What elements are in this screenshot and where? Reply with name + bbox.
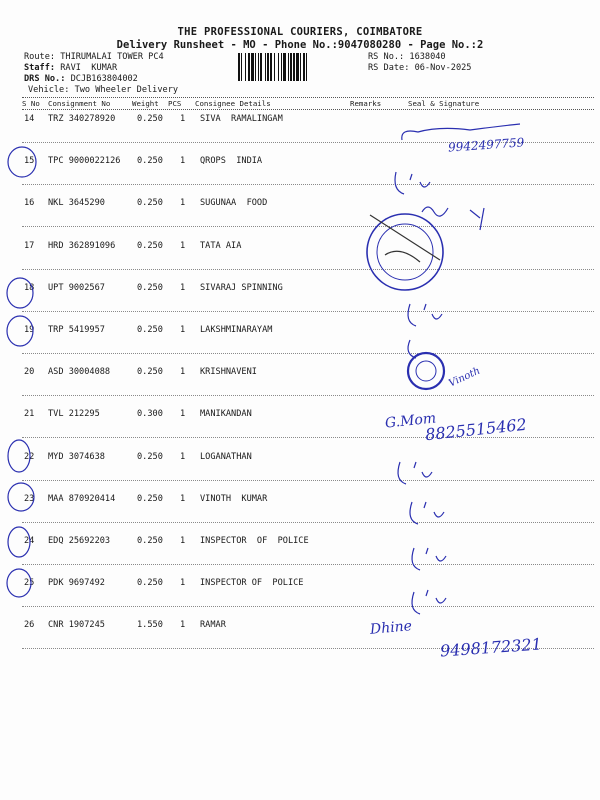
row-sno: 16 bbox=[24, 198, 35, 209]
row-consignment-no: CNR 1907245 bbox=[48, 620, 105, 631]
circle-mark-22 bbox=[8, 440, 30, 472]
circle-mark-23 bbox=[8, 483, 34, 511]
rs-date: RS Date: 06-Nov-2025 bbox=[368, 63, 472, 73]
row-sno: 14 bbox=[24, 114, 35, 124]
row-weight: 1.550 bbox=[137, 620, 163, 631]
row-consignment-no: ASD 30004088 bbox=[48, 367, 111, 378]
row-weight: 0.250 bbox=[137, 114, 163, 124]
row-consignment-no: NKL 3645290 bbox=[48, 198, 105, 209]
staff-label: Staff: bbox=[24, 63, 56, 73]
col-remarks: Remarks bbox=[350, 99, 382, 108]
col-pcs: PCS bbox=[168, 99, 182, 108]
row-weight: 0.250 bbox=[137, 493, 163, 504]
row-consignee: INSPECTOR OF POLICE bbox=[200, 578, 304, 589]
row-weight: 0.250 bbox=[137, 282, 163, 293]
row-weight: 0.250 bbox=[137, 198, 163, 209]
circle-mark-25 bbox=[7, 569, 31, 597]
row-consignment-no: TVL 212295 bbox=[48, 409, 100, 420]
row-sno: 15 bbox=[24, 156, 35, 167]
row-consignee: MANIKANDAN bbox=[200, 409, 252, 420]
row-sno: 23 bbox=[24, 493, 35, 504]
row-consignment-no: MAA 870920414 bbox=[48, 493, 116, 504]
stamp-row-20 bbox=[408, 353, 444, 389]
signature-22 bbox=[398, 462, 432, 484]
row-sno: 25 bbox=[24, 578, 35, 589]
row-pcs: 1 bbox=[180, 240, 186, 251]
row-pcs: 1 bbox=[180, 282, 186, 293]
row-consignee: INSPECTOR OF POLICE bbox=[200, 536, 309, 546]
row-consignment-no: TRZ 340278920 bbox=[48, 114, 116, 124]
row-weight: 0.250 bbox=[137, 578, 163, 589]
row-consignee: VINOTH KUMAR bbox=[200, 493, 268, 504]
row-consignee: TATA AIA bbox=[200, 240, 242, 251]
company-stamp-inner bbox=[377, 224, 433, 280]
signature-24 bbox=[412, 548, 446, 570]
row-pcs: 1 bbox=[180, 325, 186, 335]
signature-16 bbox=[422, 207, 484, 230]
row-weight: 0.250 bbox=[137, 536, 163, 546]
row-weight: 0.250 bbox=[137, 325, 163, 335]
row-pcs: 1 bbox=[180, 198, 186, 209]
signature-18 bbox=[408, 304, 442, 326]
row-pcs: 1 bbox=[180, 367, 186, 378]
row-pcs: 1 bbox=[180, 578, 186, 589]
row-weight: 0.300 bbox=[137, 409, 163, 420]
handwritten-phone-21: 8825515462 bbox=[424, 414, 528, 445]
document-title: THE PROFESSIONAL COURIERS, COIMBATORE bbox=[177, 26, 423, 38]
row-weight: 0.250 bbox=[137, 451, 163, 462]
row-consignment-no: UPT 9002567 bbox=[48, 282, 105, 293]
col-sno: S No bbox=[22, 99, 40, 108]
row-consignee: SIVARAJ SPINNING bbox=[200, 282, 283, 293]
row-weight: 0.250 bbox=[137, 240, 163, 251]
signature-25 bbox=[412, 590, 446, 614]
row-pcs: 1 bbox=[180, 451, 186, 462]
signature-15 bbox=[395, 172, 430, 194]
col-consignment: Consignment No bbox=[48, 99, 111, 108]
col-consignee: Consignee Details bbox=[195, 99, 271, 108]
handwritten-phone-26: 9498172321 bbox=[439, 634, 543, 661]
row-consignment-no: TRP 5419957 bbox=[48, 325, 105, 335]
row-consignment-no: MYD 3074638 bbox=[48, 451, 105, 462]
row-consignment-no: EDQ 25692203 bbox=[48, 536, 111, 546]
handwritten-sign-20: Vinoth bbox=[447, 365, 482, 390]
row-consignment-no: HRD 362891096 bbox=[48, 240, 116, 251]
row-sno: 26 bbox=[24, 620, 35, 631]
row-consignment-no: PDK 9697492 bbox=[48, 578, 105, 589]
document-subtitle: Delivery Runsheet - MO - Phone No.:9047080280 - Page No.:2 bbox=[116, 39, 484, 51]
row-consignee: QROPS INDIA bbox=[200, 156, 263, 167]
handwritten-phone-14: 9942497759 bbox=[447, 135, 525, 155]
row-sno: 19 bbox=[24, 325, 35, 335]
row-pcs: 1 bbox=[180, 409, 186, 420]
row-sno: 17 bbox=[24, 240, 35, 251]
company-stamp bbox=[367, 214, 443, 290]
circle-mark-18 bbox=[7, 278, 33, 308]
col-seal: Seal & Signature bbox=[408, 99, 480, 108]
col-weight: Weight bbox=[132, 99, 159, 108]
row-pcs: 1 bbox=[180, 536, 186, 546]
rs-number: RS No.: 1638040 bbox=[368, 52, 446, 62]
staff-value: RAVI KUMAR bbox=[60, 63, 118, 73]
row-consignee: LOGANATHAN bbox=[200, 451, 252, 462]
row-sno: 24 bbox=[24, 536, 35, 546]
drs-value: DCJB163804002 bbox=[70, 74, 138, 84]
row-weight: 0.250 bbox=[137, 156, 163, 167]
circle-mark-15 bbox=[8, 147, 36, 177]
route-text: Route: THIRUMALAI TOWER PC4 bbox=[24, 52, 164, 62]
row-pcs: 1 bbox=[180, 493, 186, 504]
row-pcs: 1 bbox=[180, 114, 186, 124]
row-sno: 22 bbox=[24, 451, 35, 462]
signature-19 bbox=[408, 340, 416, 358]
row-consignee: KRISHNAVENI bbox=[200, 367, 257, 378]
vehicle-text: Vehicle: Two Wheeler Delivery bbox=[28, 85, 179, 95]
row-weight: 0.250 bbox=[137, 367, 163, 378]
row-pcs: 1 bbox=[180, 156, 186, 167]
row-pcs: 1 bbox=[180, 620, 186, 631]
row-consignee: LAKSHMINARAYAM bbox=[200, 325, 273, 335]
handwritten-name-26: Dhine bbox=[369, 618, 413, 638]
row-sno: 18 bbox=[24, 282, 35, 293]
row-sno: 20 bbox=[24, 367, 35, 378]
row-consignee: SUGUNAA FOOD bbox=[200, 198, 268, 209]
row-consignee: SIVA RAMALINGAM bbox=[200, 114, 283, 124]
drs-label: DRS No.: bbox=[24, 74, 66, 84]
row-consignment-no: TPC 9000022126 bbox=[48, 156, 121, 167]
circle-mark-19 bbox=[7, 316, 33, 346]
row-consignee: RAMAR bbox=[200, 620, 226, 631]
handwritten-name-21: G.Mom bbox=[384, 410, 437, 432]
stamp-row-20-inner bbox=[416, 361, 436, 381]
signature-23 bbox=[410, 502, 444, 524]
row-sno: 21 bbox=[24, 409, 35, 420]
circle-mark-24 bbox=[8, 527, 30, 557]
